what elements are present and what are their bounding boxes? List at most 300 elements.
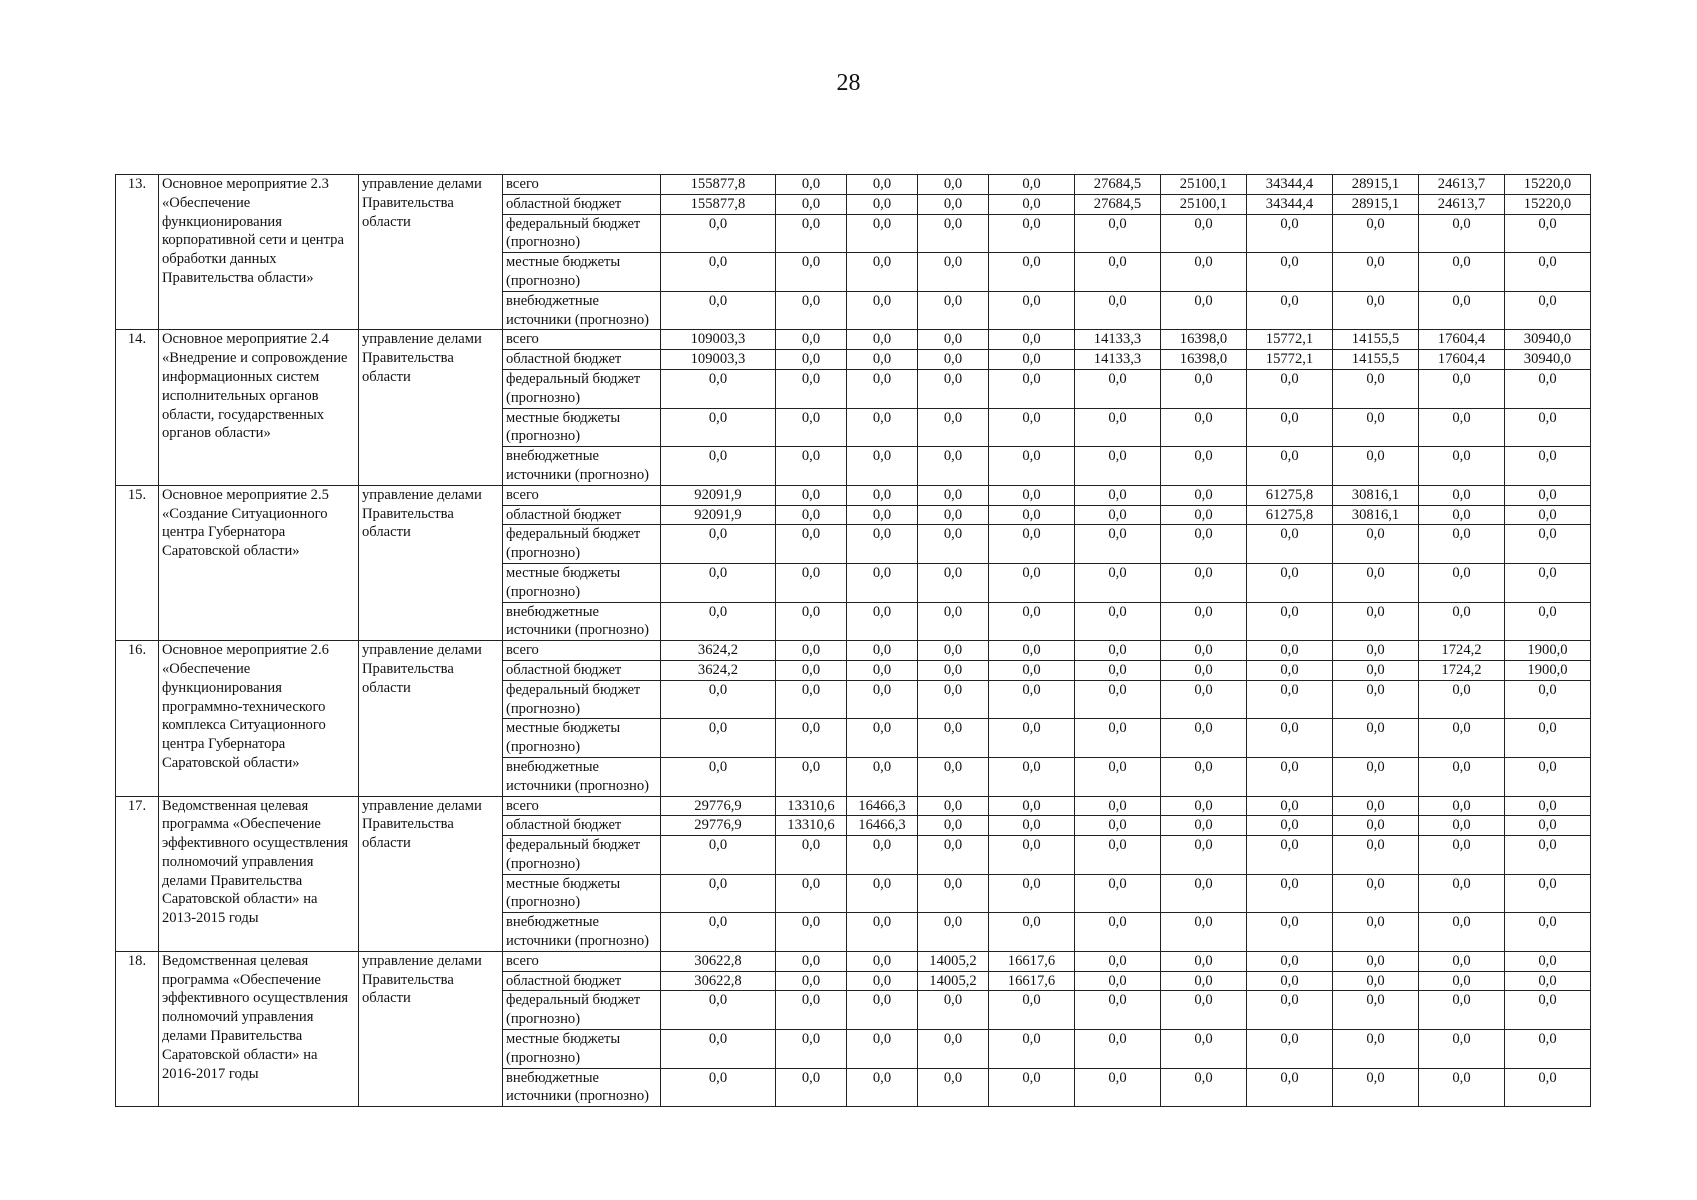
- funding-source: областной бюджет: [503, 505, 661, 525]
- amount-cell: 0,0: [847, 175, 918, 195]
- amount-cell: 0,0: [1161, 951, 1247, 971]
- amount-cell: 0,0: [1419, 369, 1505, 408]
- amount-cell: 0,0: [776, 253, 847, 292]
- amount-cell: 16398,0: [1161, 350, 1247, 370]
- amount-cell: 0,0: [1419, 253, 1505, 292]
- row-number: 13.: [116, 175, 159, 330]
- amount-cell: 0,0: [1419, 291, 1505, 330]
- amount-cell: 3624,2: [661, 641, 776, 661]
- amount-cell: 0,0: [847, 1068, 918, 1107]
- amount-cell: 0,0: [1505, 796, 1591, 816]
- amount-cell: 0,0: [1333, 1030, 1419, 1069]
- amount-cell: 14155,5: [1333, 350, 1419, 370]
- amount-cell: 0,0: [1075, 1068, 1161, 1107]
- amount-cell: 0,0: [1075, 757, 1161, 796]
- row-number: 16.: [116, 641, 159, 796]
- amount-cell: 0,0: [1247, 680, 1333, 719]
- amount-cell: 30622,8: [661, 971, 776, 991]
- amount-cell: 1724,2: [1419, 660, 1505, 680]
- amount-cell: 0,0: [918, 505, 989, 525]
- funding-source: всего: [503, 175, 661, 195]
- amount-cell: 0,0: [989, 505, 1075, 525]
- amount-cell: 0,0: [989, 719, 1075, 758]
- amount-cell: 1900,0: [1505, 641, 1591, 661]
- amount-cell: 0,0: [1333, 719, 1419, 758]
- amount-cell: 0,0: [918, 874, 989, 913]
- amount-cell: 0,0: [1161, 563, 1247, 602]
- amount-cell: 0,0: [918, 194, 989, 214]
- amount-cell: 0,0: [847, 757, 918, 796]
- amount-cell: 0,0: [918, 660, 989, 680]
- funding-source: областной бюджет: [503, 971, 661, 991]
- amount-cell: 0,0: [1247, 214, 1333, 253]
- amount-cell: 0,0: [776, 525, 847, 564]
- amount-cell: 0,0: [1333, 913, 1419, 952]
- amount-cell: 0,0: [1161, 796, 1247, 816]
- amount-cell: 0,0: [1505, 447, 1591, 486]
- amount-cell: 0,0: [1419, 602, 1505, 641]
- amount-cell: 0,0: [1505, 1068, 1591, 1107]
- amount-cell: 0,0: [847, 505, 918, 525]
- amount-cell: 0,0: [1247, 447, 1333, 486]
- amount-cell: 0,0: [1333, 408, 1419, 447]
- amount-cell: 0,0: [1075, 816, 1161, 836]
- amount-cell: 0,0: [1505, 485, 1591, 505]
- amount-cell: 3624,2: [661, 660, 776, 680]
- amount-cell: 0,0: [661, 525, 776, 564]
- funding-source: областной бюджет: [503, 350, 661, 370]
- amount-cell: 0,0: [1161, 913, 1247, 952]
- amount-cell: 0,0: [1505, 757, 1591, 796]
- row-number: 14.: [116, 330, 159, 485]
- amount-cell: 0,0: [989, 836, 1075, 875]
- amount-cell: 0,0: [1333, 563, 1419, 602]
- amount-cell: 0,0: [918, 214, 989, 253]
- amount-cell: 0,0: [989, 369, 1075, 408]
- amount-cell: 0,0: [661, 757, 776, 796]
- amount-cell: 0,0: [918, 602, 989, 641]
- amount-cell: 0,0: [776, 951, 847, 971]
- amount-cell: 0,0: [1333, 253, 1419, 292]
- amount-cell: 0,0: [989, 816, 1075, 836]
- amount-cell: 0,0: [1333, 602, 1419, 641]
- amount-cell: 0,0: [847, 641, 918, 661]
- amount-cell: 0,0: [1505, 719, 1591, 758]
- amount-cell: 0,0: [918, 757, 989, 796]
- amount-cell: 30622,8: [661, 951, 776, 971]
- amount-cell: 0,0: [1419, 1030, 1505, 1069]
- amount-cell: 0,0: [1161, 641, 1247, 661]
- amount-cell: 14133,3: [1075, 350, 1161, 370]
- amount-cell: 0,0: [661, 991, 776, 1030]
- amount-cell: 0,0: [1419, 1068, 1505, 1107]
- funding-source: всего: [503, 951, 661, 971]
- amount-cell: 0,0: [847, 330, 918, 350]
- amount-cell: 30816,1: [1333, 485, 1419, 505]
- amount-cell: 0,0: [1333, 641, 1419, 661]
- amount-cell: 0,0: [1075, 913, 1161, 952]
- amount-cell: 0,0: [1419, 796, 1505, 816]
- amount-cell: 0,0: [1505, 874, 1591, 913]
- amount-cell: 0,0: [1505, 836, 1591, 875]
- amount-cell: 0,0: [1161, 836, 1247, 875]
- amount-cell: 0,0: [847, 447, 918, 486]
- amount-cell: 0,0: [1419, 408, 1505, 447]
- amount-cell: 0,0: [918, 641, 989, 661]
- amount-cell: 0,0: [1419, 525, 1505, 564]
- funding-source: внебюджетные источники (прогнозно): [503, 913, 661, 952]
- amount-cell: 109003,3: [661, 330, 776, 350]
- amount-cell: 14005,2: [918, 971, 989, 991]
- amount-cell: 0,0: [1075, 641, 1161, 661]
- amount-cell: 0,0: [1161, 369, 1247, 408]
- amount-cell: 13310,6: [776, 816, 847, 836]
- amount-cell: 0,0: [847, 1030, 918, 1069]
- amount-cell: 0,0: [776, 680, 847, 719]
- responsible-org: управление делами Правительства области: [359, 175, 503, 330]
- amount-cell: 0,0: [776, 641, 847, 661]
- amount-cell: 16617,6: [989, 971, 1075, 991]
- funding-source: всего: [503, 330, 661, 350]
- funding-source: внебюджетные источники (прогнозно): [503, 602, 661, 641]
- amount-cell: 155877,8: [661, 175, 776, 195]
- amount-cell: 0,0: [918, 1030, 989, 1069]
- measure-title: Основное мероприятие 2.5 «Создание Ситуационного центра Губернатора Саратовской области»: [159, 485, 359, 640]
- amount-cell: 0,0: [1161, 757, 1247, 796]
- amount-cell: 0,0: [1505, 816, 1591, 836]
- amount-cell: 0,0: [918, 719, 989, 758]
- amount-cell: 14133,3: [1075, 330, 1161, 350]
- measure-title: Основное мероприятие 2.6 «Обеспечение функционирования программно-технического комплекса Ситуационного центра Губернатора Саратовской области»: [159, 641, 359, 796]
- amount-cell: 0,0: [776, 330, 847, 350]
- amount-cell: 0,0: [1333, 680, 1419, 719]
- table-row: [116, 485, 1591, 505]
- amount-cell: 109003,3: [661, 350, 776, 370]
- amount-cell: 0,0: [1161, 1030, 1247, 1069]
- amount-cell: 0,0: [989, 913, 1075, 952]
- amount-cell: 0,0: [776, 563, 847, 602]
- amount-cell: 0,0: [1247, 660, 1333, 680]
- funding-source: местные бюджеты (прогнозно): [503, 719, 661, 758]
- amount-cell: 0,0: [1161, 214, 1247, 253]
- amount-cell: 0,0: [661, 836, 776, 875]
- amount-cell: 0,0: [1333, 214, 1419, 253]
- amount-cell: 0,0: [989, 1068, 1075, 1107]
- table-row: [116, 330, 1591, 350]
- amount-cell: 0,0: [776, 369, 847, 408]
- amount-cell: 0,0: [989, 660, 1075, 680]
- amount-cell: 0,0: [1075, 505, 1161, 525]
- amount-cell: 0,0: [1247, 563, 1333, 602]
- amount-cell: 0,0: [661, 719, 776, 758]
- funding-source: федеральный бюджет (прогнозно): [503, 680, 661, 719]
- page-number: 28: [836, 70, 861, 96]
- amount-cell: 0,0: [989, 253, 1075, 292]
- amount-cell: 0,0: [1419, 719, 1505, 758]
- amount-cell: 0,0: [1161, 525, 1247, 564]
- amount-cell: 30816,1: [1333, 505, 1419, 525]
- amount-cell: 0,0: [776, 991, 847, 1030]
- amount-cell: 0,0: [847, 525, 918, 564]
- table-row: [116, 175, 1591, 195]
- amount-cell: 0,0: [1333, 660, 1419, 680]
- amount-cell: 1724,2: [1419, 641, 1505, 661]
- amount-cell: 0,0: [1333, 291, 1419, 330]
- amount-cell: 0,0: [918, 350, 989, 370]
- amount-cell: 27684,5: [1075, 175, 1161, 195]
- amount-cell: 0,0: [918, 796, 989, 816]
- amount-cell: 0,0: [1075, 1030, 1161, 1069]
- amount-cell: 17604,4: [1419, 330, 1505, 350]
- amount-cell: 0,0: [1161, 485, 1247, 505]
- amount-cell: 0,0: [661, 1030, 776, 1069]
- amount-cell: 16466,3: [847, 796, 918, 816]
- amount-cell: 0,0: [1419, 816, 1505, 836]
- measure-title: Ведомственная целевая программа «Обеспечение эффективного осуществления полномочий управления делами Правительства Саратовской области» на 2013-2015 годы: [159, 796, 359, 951]
- row-number: 15.: [116, 485, 159, 640]
- amount-cell: 14005,2: [918, 951, 989, 971]
- amount-cell: 0,0: [1075, 660, 1161, 680]
- amount-cell: 0,0: [1333, 874, 1419, 913]
- responsible-org: управление делами Правительства области: [359, 796, 503, 951]
- amount-cell: 0,0: [776, 719, 847, 758]
- amount-cell: 0,0: [1333, 991, 1419, 1030]
- amount-cell: 30940,0: [1505, 330, 1591, 350]
- amount-cell: 0,0: [1161, 680, 1247, 719]
- funding-source: местные бюджеты (прогнозно): [503, 253, 661, 292]
- amount-cell: 0,0: [1247, 913, 1333, 952]
- measure-title: Ведомственная целевая программа «Обеспечение эффективного осуществления полномочий управления делами Правительства Саратовской области» на 2016-2017 годы: [159, 951, 359, 1106]
- amount-cell: 0,0: [989, 408, 1075, 447]
- amount-cell: 0,0: [1419, 505, 1505, 525]
- amount-cell: 0,0: [1505, 991, 1591, 1030]
- amount-cell: 0,0: [1075, 796, 1161, 816]
- amount-cell: 0,0: [1247, 971, 1333, 991]
- amount-cell: 0,0: [1247, 1030, 1333, 1069]
- amount-cell: 0,0: [847, 602, 918, 641]
- amount-cell: 0,0: [1247, 874, 1333, 913]
- responsible-org: управление делами Правительства области: [359, 330, 503, 485]
- funding-source: федеральный бюджет (прогнозно): [503, 991, 661, 1030]
- amount-cell: 0,0: [1161, 660, 1247, 680]
- amount-cell: 0,0: [1075, 485, 1161, 505]
- funding-source: внебюджетные источники (прогнозно): [503, 1068, 661, 1107]
- amount-cell: 0,0: [847, 660, 918, 680]
- funding-source: местные бюджеты (прогнозно): [503, 563, 661, 602]
- amount-cell: 0,0: [847, 194, 918, 214]
- amount-cell: 29776,9: [661, 796, 776, 816]
- table-row: [116, 641, 1591, 661]
- amount-cell: 0,0: [1505, 408, 1591, 447]
- amount-cell: 0,0: [989, 602, 1075, 641]
- amount-cell: 0,0: [1075, 408, 1161, 447]
- amount-cell: 0,0: [1247, 525, 1333, 564]
- amount-cell: 0,0: [1247, 369, 1333, 408]
- amount-cell: 0,0: [847, 485, 918, 505]
- amount-cell: 0,0: [918, 525, 989, 564]
- amount-cell: 0,0: [989, 680, 1075, 719]
- amount-cell: 0,0: [847, 680, 918, 719]
- amount-cell: 0,0: [776, 485, 847, 505]
- amount-cell: 0,0: [1419, 836, 1505, 875]
- amount-cell: 0,0: [661, 369, 776, 408]
- amount-cell: 0,0: [918, 253, 989, 292]
- amount-cell: 0,0: [776, 505, 847, 525]
- amount-cell: 0,0: [989, 1030, 1075, 1069]
- amount-cell: 0,0: [776, 350, 847, 370]
- amount-cell: 0,0: [1161, 874, 1247, 913]
- amount-cell: 61275,8: [1247, 505, 1333, 525]
- amount-cell: 0,0: [989, 350, 1075, 370]
- amount-cell: 0,0: [1075, 291, 1161, 330]
- funding-source: внебюджетные источники (прогнозно): [503, 757, 661, 796]
- amount-cell: 0,0: [918, 369, 989, 408]
- amount-cell: 0,0: [1505, 369, 1591, 408]
- amount-cell: 0,0: [918, 913, 989, 952]
- amount-cell: 0,0: [989, 874, 1075, 913]
- budget-table: [115, 174, 1591, 1107]
- amount-cell: 0,0: [1247, 836, 1333, 875]
- amount-cell: 0,0: [661, 913, 776, 952]
- amount-cell: 0,0: [776, 660, 847, 680]
- amount-cell: 0,0: [847, 719, 918, 758]
- table-row: [116, 796, 1591, 816]
- amount-cell: 0,0: [1161, 253, 1247, 292]
- amount-cell: 0,0: [989, 757, 1075, 796]
- table-row: [116, 951, 1591, 971]
- amount-cell: 0,0: [847, 253, 918, 292]
- amount-cell: 0,0: [1419, 563, 1505, 602]
- amount-cell: 0,0: [1161, 719, 1247, 758]
- funding-source: всего: [503, 485, 661, 505]
- funding-source: федеральный бюджет (прогнозно): [503, 836, 661, 875]
- amount-cell: 0,0: [918, 816, 989, 836]
- amount-cell: 0,0: [847, 836, 918, 875]
- funding-source: местные бюджеты (прогнозно): [503, 408, 661, 447]
- amount-cell: 28915,1: [1333, 194, 1419, 214]
- amount-cell: 0,0: [1505, 525, 1591, 564]
- amount-cell: 0,0: [1247, 253, 1333, 292]
- amount-cell: 28915,1: [1333, 175, 1419, 195]
- amount-cell: 0,0: [1333, 951, 1419, 971]
- amount-cell: 0,0: [1505, 913, 1591, 952]
- amount-cell: 0,0: [661, 563, 776, 602]
- amount-cell: 0,0: [1247, 291, 1333, 330]
- amount-cell: 0,0: [1419, 485, 1505, 505]
- amount-cell: 0,0: [989, 485, 1075, 505]
- amount-cell: 0,0: [1419, 214, 1505, 253]
- amount-cell: 0,0: [989, 991, 1075, 1030]
- amount-cell: 0,0: [918, 330, 989, 350]
- amount-cell: 0,0: [847, 874, 918, 913]
- amount-cell: 0,0: [1333, 836, 1419, 875]
- amount-cell: 0,0: [847, 350, 918, 370]
- responsible-org: управление делами Правительства области: [359, 485, 503, 640]
- funding-source: федеральный бюджет (прогнозно): [503, 525, 661, 564]
- amount-cell: 0,0: [1505, 971, 1591, 991]
- amount-cell: 0,0: [1333, 447, 1419, 486]
- amount-cell: 0,0: [918, 991, 989, 1030]
- amount-cell: 24613,7: [1419, 175, 1505, 195]
- amount-cell: 0,0: [1075, 525, 1161, 564]
- amount-cell: 0,0: [661, 408, 776, 447]
- amount-cell: 0,0: [918, 291, 989, 330]
- amount-cell: 0,0: [776, 408, 847, 447]
- amount-cell: 0,0: [1075, 214, 1161, 253]
- amount-cell: 0,0: [1333, 971, 1419, 991]
- amount-cell: 0,0: [1419, 913, 1505, 952]
- amount-cell: 0,0: [1419, 757, 1505, 796]
- amount-cell: 15772,1: [1247, 330, 1333, 350]
- amount-cell: 0,0: [776, 1030, 847, 1069]
- amount-cell: 0,0: [1161, 602, 1247, 641]
- amount-cell: 0,0: [1247, 816, 1333, 836]
- amount-cell: 92091,9: [661, 505, 776, 525]
- amount-cell: 27684,5: [1075, 194, 1161, 214]
- amount-cell: 0,0: [1247, 641, 1333, 661]
- amount-cell: 0,0: [661, 447, 776, 486]
- amount-cell: 0,0: [776, 874, 847, 913]
- row-number: 17.: [116, 796, 159, 951]
- amount-cell: 0,0: [989, 214, 1075, 253]
- amount-cell: 0,0: [661, 253, 776, 292]
- amount-cell: 0,0: [847, 991, 918, 1030]
- amount-cell: 0,0: [1247, 408, 1333, 447]
- responsible-org: управление делами Правительства области: [359, 641, 503, 796]
- amount-cell: 0,0: [1075, 971, 1161, 991]
- amount-cell: 0,0: [918, 175, 989, 195]
- amount-cell: 24613,7: [1419, 194, 1505, 214]
- amount-cell: 0,0: [1505, 291, 1591, 330]
- amount-cell: 15220,0: [1505, 194, 1591, 214]
- amount-cell: 34344,4: [1247, 194, 1333, 214]
- amount-cell: 0,0: [989, 175, 1075, 195]
- amount-cell: 0,0: [1075, 874, 1161, 913]
- amount-cell: 0,0: [661, 680, 776, 719]
- amount-cell: 0,0: [1333, 816, 1419, 836]
- amount-cell: 0,0: [1333, 369, 1419, 408]
- amount-cell: 0,0: [661, 874, 776, 913]
- funding-source: областной бюджет: [503, 660, 661, 680]
- amount-cell: 0,0: [918, 563, 989, 602]
- amount-cell: 0,0: [1505, 951, 1591, 971]
- amount-cell: 0,0: [989, 796, 1075, 816]
- amount-cell: 16466,3: [847, 816, 918, 836]
- amount-cell: 0,0: [847, 214, 918, 253]
- amount-cell: 0,0: [1075, 563, 1161, 602]
- amount-cell: 0,0: [847, 408, 918, 447]
- amount-cell: 0,0: [776, 1068, 847, 1107]
- amount-cell: 0,0: [1161, 505, 1247, 525]
- amount-cell: 0,0: [1505, 505, 1591, 525]
- amount-cell: 0,0: [1161, 447, 1247, 486]
- amount-cell: 0,0: [1075, 602, 1161, 641]
- amount-cell: 0,0: [1075, 369, 1161, 408]
- amount-cell: 0,0: [918, 408, 989, 447]
- amount-cell: 0,0: [989, 641, 1075, 661]
- funding-source: областной бюджет: [503, 816, 661, 836]
- funding-source: федеральный бюджет (прогнозно): [503, 214, 661, 253]
- amount-cell: 0,0: [918, 680, 989, 719]
- amount-cell: 0,0: [1075, 253, 1161, 292]
- amount-cell: 0,0: [918, 447, 989, 486]
- amount-cell: 0,0: [1161, 991, 1247, 1030]
- amount-cell: 0,0: [1505, 680, 1591, 719]
- amount-cell: 14155,5: [1333, 330, 1419, 350]
- amount-cell: 0,0: [918, 485, 989, 505]
- measure-title: Основное мероприятие 2.4 «Внедрение и сопровождение информационных систем исполнительных органов области, государственных органов области»: [159, 330, 359, 485]
- funding-source: внебюджетные источники (прогнозно): [503, 291, 661, 330]
